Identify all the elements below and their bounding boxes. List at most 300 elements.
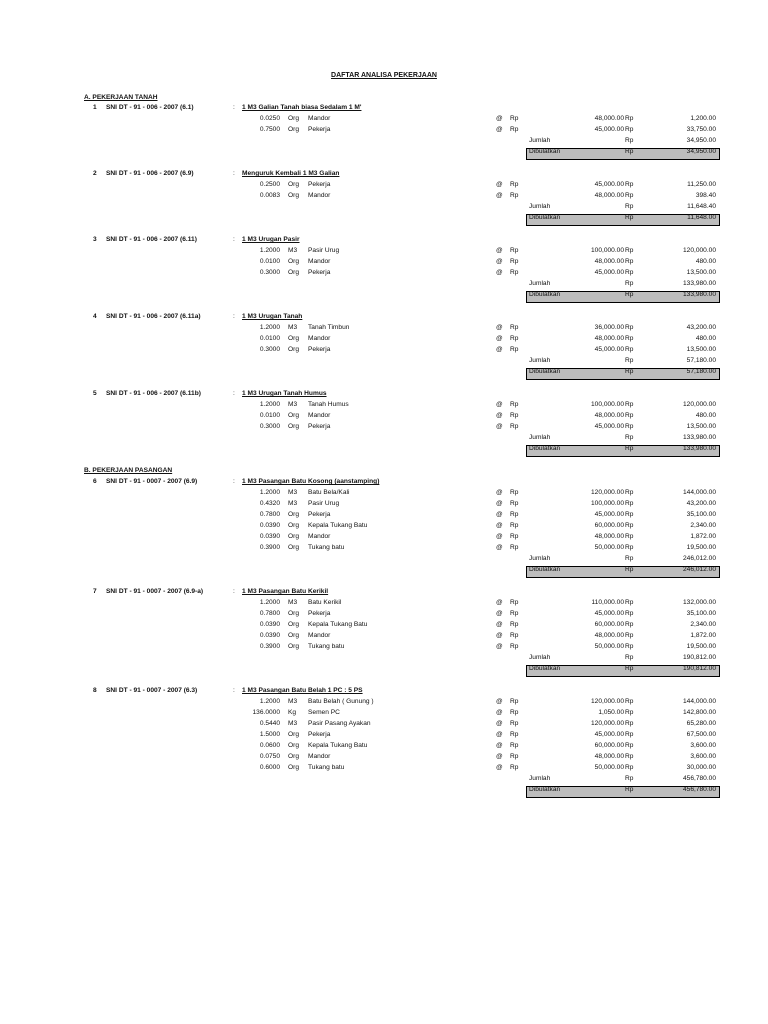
currency-label: Rp: [625, 368, 634, 375]
item-name: Pekerja: [308, 423, 331, 430]
currency-label: Rp: [510, 258, 519, 265]
coefficient: 0.0083: [259, 192, 280, 199]
item-name: Pasir Urug: [308, 500, 340, 507]
currency-label: Rp: [625, 357, 634, 364]
sni-code: SNI DT - 91 - 0007 - 2007 (6.3): [106, 687, 198, 694]
currency-label: Rp: [510, 698, 519, 705]
block-number: 7: [93, 588, 97, 595]
dibulatkan-value: 57,180.00: [686, 368, 716, 375]
block-header: [0, 478, 768, 489]
block-number: 2: [93, 170, 97, 177]
item-name: Tanah Timbun: [308, 324, 350, 331]
work-description: 1 M3 Pasangan Batu Kerikil: [242, 588, 329, 595]
unit-price: 50,000.00: [594, 544, 624, 551]
line-total: 1,872.00: [690, 632, 716, 639]
at-sign: @: [496, 401, 503, 408]
unit: Org: [288, 423, 299, 430]
item-name: Pekerja: [308, 126, 331, 133]
currency-label: Rp: [510, 346, 519, 353]
document-title: DAFTAR ANALISA PEKERJAAN: [331, 72, 437, 79]
item-name: Mandor: [308, 533, 331, 540]
unit: Org: [288, 544, 299, 551]
line-total: 2,340.00: [690, 522, 716, 529]
unit: Org: [288, 115, 299, 122]
work-description: 1 M3 Urugan Pasir: [242, 236, 300, 243]
unit: Org: [288, 621, 299, 628]
line-total: 480.00: [695, 258, 716, 265]
item-name: Pekerja: [308, 511, 331, 518]
line-total: 120,000.00: [682, 401, 716, 408]
coefficient: 0.4320: [259, 500, 280, 507]
currency-label: Rp: [510, 632, 519, 639]
at-sign: @: [496, 115, 503, 122]
unit-price: 60,000.00: [594, 522, 624, 529]
coefficient: 1.5000: [259, 731, 280, 738]
line-total: 43,200.00: [686, 324, 716, 331]
at-sign: @: [496, 489, 503, 496]
coefficient: 136.0000: [252, 709, 280, 716]
currency-label: Rp: [625, 544, 634, 551]
at-sign: @: [496, 709, 503, 716]
currency-label: Rp: [625, 731, 634, 738]
unit-price: 45,000.00: [594, 423, 624, 430]
currency-label: Rp: [510, 324, 519, 331]
sni-code: SNI DT - 91 - 0007 - 2007 (6.9-a): [106, 588, 204, 595]
currency-label: Rp: [625, 291, 634, 298]
dibulatkan-label: Dibulatkan: [529, 291, 561, 298]
currency-label: Rp: [625, 610, 634, 617]
item-row: [0, 500, 768, 511]
unit-price: 48,000.00: [594, 753, 624, 760]
currency-label: Rp: [510, 423, 519, 430]
line-total: 33,750.00: [686, 126, 716, 133]
item-name: Pekerja: [308, 346, 331, 353]
block-number: 6: [93, 478, 97, 485]
item-name: Mandor: [308, 115, 331, 122]
coefficient: 0.7500: [259, 126, 280, 133]
item-row: [0, 764, 768, 775]
unit: Org: [288, 742, 299, 749]
item-name: Semen PC: [308, 709, 340, 716]
item-row: [0, 599, 768, 610]
currency-label: Rp: [625, 720, 634, 727]
unit: Org: [288, 610, 299, 617]
unit-price: 45,000.00: [594, 269, 624, 276]
coefficient: 0.0390: [259, 522, 280, 529]
unit: Org: [288, 335, 299, 342]
sni-code: SNI DT - 91 - 0007 - 2007 (6.9): [106, 478, 198, 485]
unit: Org: [288, 753, 299, 760]
block-header: [0, 313, 768, 324]
unit: Org: [288, 181, 299, 188]
line-total: 19,500.00: [686, 544, 716, 551]
unit-price: 45,000.00: [594, 181, 624, 188]
item-name: Batu Belah ( Gunung ): [308, 698, 374, 705]
item-name: Mandor: [308, 335, 331, 342]
currency-label: Rp: [625, 786, 634, 793]
at-sign: @: [496, 247, 503, 254]
unit-price: 48,000.00: [594, 335, 624, 342]
unit: M3: [288, 324, 298, 331]
currency-label: Rp: [625, 126, 634, 133]
line-total: 480.00: [695, 335, 716, 342]
item-name: Tukang batu: [308, 643, 345, 650]
analysis-block: [0, 390, 768, 456]
unit-price: 45,000.00: [594, 731, 624, 738]
item-name: Mandor: [308, 192, 331, 199]
jumlah-value: 456,780.00: [682, 775, 716, 782]
colon-separator: :: [233, 104, 235, 111]
unit-price: 50,000.00: [594, 764, 624, 771]
unit: Org: [288, 522, 299, 529]
item-row: [0, 412, 768, 423]
currency-label: Rp: [510, 126, 519, 133]
dibulatkan-value: 133,980.00: [682, 291, 716, 298]
block-number: 8: [93, 687, 97, 694]
unit: Org: [288, 731, 299, 738]
at-sign: @: [496, 720, 503, 727]
item-row: [0, 115, 768, 126]
currency-label: Rp: [625, 346, 634, 353]
item-name: Kepala Tukang Batu: [308, 522, 368, 529]
line-total: 13,500.00: [686, 423, 716, 430]
item-name: Mandor: [308, 412, 331, 419]
currency-label: Rp: [625, 335, 634, 342]
currency-label: Rp: [625, 500, 634, 507]
at-sign: @: [496, 632, 503, 639]
currency-label: Rp: [625, 698, 634, 705]
line-total: 13,500.00: [686, 346, 716, 353]
block-header: [0, 104, 768, 115]
unit: Org: [288, 764, 299, 771]
coefficient: 0.2500: [259, 181, 280, 188]
item-row: [0, 335, 768, 346]
jumlah-row: [0, 203, 768, 214]
currency-label: Rp: [625, 247, 634, 254]
unit-price: 48,000.00: [594, 412, 624, 419]
colon-separator: :: [233, 236, 235, 243]
unit: Kg: [288, 709, 297, 716]
currency-label: Rp: [625, 643, 634, 650]
item-name: Kepala Tukang Batu: [308, 742, 368, 749]
unit-price: 48,000.00: [594, 115, 624, 122]
currency-label: Rp: [625, 115, 634, 122]
colon-separator: :: [233, 313, 235, 320]
line-total: 144,000.00: [682, 489, 716, 496]
item-row: [0, 533, 768, 544]
work-description: Menguruk Kembali 1 M3 Galian: [242, 170, 340, 177]
currency-label: Rp: [625, 665, 634, 672]
section-b-heading: B. PEKERJAAN PASANGAN: [84, 467, 173, 474]
unit-price: 45,000.00: [594, 346, 624, 353]
jumlah-value: 190,812.00: [682, 654, 716, 661]
unit-price: 120,000.00: [590, 489, 624, 496]
unit-price: 120,000.00: [590, 698, 624, 705]
at-sign: @: [496, 181, 503, 188]
jumlah-label: Jumlah: [529, 555, 551, 562]
currency-label: Rp: [625, 555, 634, 562]
jumlah-value: 57,180.00: [686, 357, 716, 364]
currency-label: Rp: [625, 280, 634, 287]
currency-label: Rp: [625, 599, 634, 606]
colon-separator: :: [233, 478, 235, 485]
dibulatkan-value: 34,950.00: [686, 148, 716, 155]
currency-label: Rp: [625, 511, 634, 518]
at-sign: @: [496, 192, 503, 199]
at-sign: @: [496, 599, 503, 606]
item-row: [0, 489, 768, 500]
jumlah-value: 11,648.40: [687, 203, 716, 210]
at-sign: @: [496, 533, 503, 540]
jumlah-value: 133,980.00: [682, 434, 716, 441]
at-sign: @: [496, 346, 503, 353]
currency-label: Rp: [625, 412, 634, 419]
item-row: [0, 258, 768, 269]
unit-price: 100,000.00: [590, 247, 624, 254]
unit: Org: [288, 412, 299, 419]
sni-code: SNI DT - 91 - 006 - 2007 (6.11a): [106, 313, 201, 320]
dibulatkan-row: [0, 665, 768, 676]
block-header: [0, 170, 768, 181]
coefficient: 1.2000: [259, 247, 280, 254]
item-name: Pasir Urug: [308, 247, 340, 254]
line-total: 3,600.00: [690, 753, 716, 760]
unit-price: 45,000.00: [594, 511, 624, 518]
unit-price: 36,000.00: [594, 324, 624, 331]
dibulatkan-row: [0, 786, 768, 797]
item-name: Tukang batu: [308, 764, 345, 771]
at-sign: @: [496, 335, 503, 342]
block-header: [0, 236, 768, 247]
item-name: Pekerja: [308, 610, 331, 617]
currency-label: Rp: [510, 522, 519, 529]
dibulatkan-value: 246,012.00: [682, 566, 716, 573]
currency-label: Rp: [510, 335, 519, 342]
unit: M3: [288, 599, 298, 606]
currency-label: Rp: [510, 489, 519, 496]
currency-label: Rp: [510, 511, 519, 518]
jumlah-label: Jumlah: [529, 775, 551, 782]
line-total: 1,872.00: [690, 533, 716, 540]
item-row: [0, 192, 768, 203]
currency-label: Rp: [625, 203, 634, 210]
currency-label: Rp: [625, 258, 634, 265]
unit: Org: [288, 258, 299, 265]
currency-label: Rp: [510, 643, 519, 650]
analysis-block: [0, 687, 768, 797]
currency-label: Rp: [625, 401, 634, 408]
unit-price: 1,050.00: [598, 709, 624, 716]
unit-price: 60,000.00: [594, 742, 624, 749]
jumlah-row: [0, 434, 768, 445]
jumlah-row: [0, 137, 768, 148]
unit: Org: [288, 126, 299, 133]
dibulatkan-row: [0, 148, 768, 159]
at-sign: @: [496, 412, 503, 419]
item-row: [0, 709, 768, 720]
at-sign: @: [496, 511, 503, 518]
item-row: [0, 698, 768, 709]
at-sign: @: [496, 258, 503, 265]
jumlah-label: Jumlah: [529, 654, 551, 661]
currency-label: Rp: [625, 654, 634, 661]
at-sign: @: [496, 522, 503, 529]
colon-separator: :: [233, 687, 235, 694]
currency-label: Rp: [510, 533, 519, 540]
currency-label: Rp: [510, 181, 519, 188]
dibulatkan-label: Dibulatkan: [529, 665, 561, 672]
dibulatkan-value: 133,980.00: [682, 445, 716, 452]
coefficient: 1.2000: [259, 489, 280, 496]
currency-label: Rp: [625, 533, 634, 540]
dibulatkan-row: [0, 566, 768, 577]
item-row: [0, 511, 768, 522]
block-number: 5: [93, 390, 97, 397]
currency-label: Rp: [510, 610, 519, 617]
colon-separator: :: [233, 390, 235, 397]
at-sign: @: [496, 643, 503, 650]
unit: M3: [288, 720, 298, 727]
currency-label: Rp: [625, 423, 634, 430]
line-total: 1,200.00: [690, 115, 716, 122]
work-description: 1 M3 Galian Tanah biasa Sedalam 1 M': [242, 104, 362, 111]
jumlah-row: [0, 555, 768, 566]
coefficient: 0.0100: [259, 258, 280, 265]
analysis-block: [0, 313, 768, 379]
analysis-block: [0, 236, 768, 302]
coefficient: 0.0600: [259, 742, 280, 749]
unit: M3: [288, 489, 298, 496]
line-total: 65,280.00: [686, 720, 716, 727]
line-total: 30,000.00: [686, 764, 716, 771]
work-description: 1 M3 Pasangan Batu Belah 1 PC : 5 PS: [242, 687, 363, 694]
currency-label: Rp: [625, 764, 634, 771]
unit-price: 45,000.00: [594, 610, 624, 617]
unit-price: 48,000.00: [594, 192, 624, 199]
jumlah-row: [0, 280, 768, 291]
jumlah-row: [0, 654, 768, 665]
item-row: [0, 423, 768, 434]
unit-price: 110,000.00: [591, 599, 624, 606]
at-sign: @: [496, 269, 503, 276]
currency-label: Rp: [510, 753, 519, 760]
line-total: 35,100.00: [686, 610, 716, 617]
jumlah-row: [0, 357, 768, 368]
item-row: [0, 544, 768, 555]
unit: M3: [288, 401, 298, 408]
at-sign: @: [496, 698, 503, 705]
item-row: [0, 247, 768, 258]
unit-price: 100,000.00: [590, 401, 624, 408]
block-number: 4: [93, 313, 97, 320]
coefficient: 0.7800: [259, 511, 280, 518]
currency-label: Rp: [510, 742, 519, 749]
line-total: 120,000.00: [682, 247, 716, 254]
block-number: 1: [93, 104, 97, 111]
item-row: [0, 621, 768, 632]
coefficient: 1.2000: [259, 599, 280, 606]
work-description: 1 M3 Urugan Tanah: [242, 313, 303, 320]
unit-price: 48,000.00: [594, 533, 624, 540]
currency-label: Rp: [625, 434, 634, 441]
jumlah-value: 133,980.00: [682, 280, 716, 287]
colon-separator: :: [233, 588, 235, 595]
unit: Org: [288, 346, 299, 353]
at-sign: @: [496, 126, 503, 133]
coefficient: 0.0100: [259, 335, 280, 342]
analysis-block: [0, 170, 768, 225]
item-row: [0, 522, 768, 533]
item-row: [0, 632, 768, 643]
block-header: [0, 687, 768, 698]
dibulatkan-label: Dibulatkan: [529, 214, 561, 221]
currency-label: Rp: [625, 148, 634, 155]
block-number: 3: [93, 236, 97, 243]
at-sign: @: [496, 621, 503, 628]
currency-label: Rp: [625, 445, 634, 452]
coefficient: 1.2000: [259, 324, 280, 331]
item-row: [0, 181, 768, 192]
item-row: [0, 742, 768, 753]
line-total: 480.00: [695, 412, 716, 419]
item-row: [0, 643, 768, 654]
currency-label: Rp: [510, 247, 519, 254]
coefficient: 1.2000: [259, 401, 280, 408]
jumlah-label: Jumlah: [529, 137, 551, 144]
unit: Org: [288, 192, 299, 199]
item-row: [0, 324, 768, 335]
currency-label: Rp: [510, 544, 519, 551]
item-name: Batu Kerikil: [308, 599, 342, 606]
jumlah-label: Jumlah: [529, 280, 551, 287]
jumlah-row: [0, 775, 768, 786]
line-total: 144,000.00: [682, 698, 716, 705]
line-total: 3,600.00: [690, 742, 716, 749]
line-total: 19,500.00: [686, 643, 716, 650]
unit: Org: [288, 511, 299, 518]
at-sign: @: [496, 324, 503, 331]
coefficient: 0.0250: [259, 115, 280, 122]
unit-price: 100,000.00: [590, 500, 624, 507]
coefficient: 0.3900: [259, 544, 280, 551]
currency-label: Rp: [510, 401, 519, 408]
item-name: Pekerja: [308, 269, 331, 276]
unit: Org: [288, 269, 299, 276]
currency-label: Rp: [625, 269, 634, 276]
currency-label: Rp: [625, 489, 634, 496]
currency-label: Rp: [510, 599, 519, 606]
coefficient: 0.0100: [259, 412, 280, 419]
at-sign: @: [496, 764, 503, 771]
dibulatkan-value: 456,780.00: [682, 786, 716, 793]
currency-label: Rp: [625, 709, 634, 716]
at-sign: @: [496, 742, 503, 749]
coefficient: 0.3000: [259, 346, 280, 353]
coefficient: 0.0390: [259, 533, 280, 540]
dibulatkan-label: Dibulatkan: [529, 445, 561, 452]
currency-label: Rp: [625, 775, 634, 782]
currency-label: Rp: [510, 764, 519, 771]
line-total: 398.40: [695, 192, 716, 199]
currency-label: Rp: [625, 324, 634, 331]
coefficient: 0.3000: [259, 269, 280, 276]
line-total: 132,000.00: [682, 599, 716, 606]
jumlah-label: Jumlah: [529, 434, 551, 441]
currency-label: Rp: [625, 632, 634, 639]
unit: M3: [288, 500, 298, 507]
item-row: [0, 720, 768, 731]
currency-label: Rp: [625, 753, 634, 760]
